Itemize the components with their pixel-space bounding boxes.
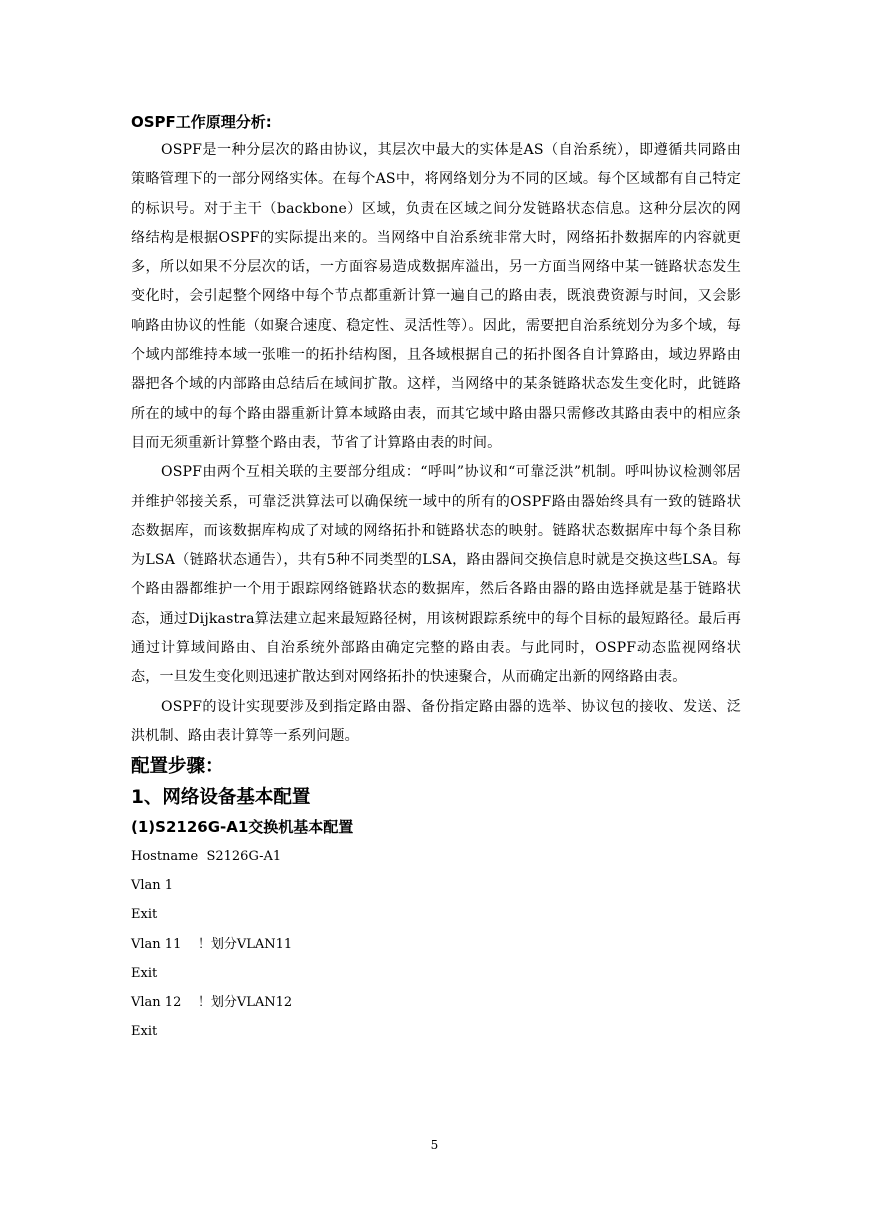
config-steps-heading: 配置步骤： xyxy=(131,756,224,778)
code-line: Exit xyxy=(131,965,158,981)
paragraph-2: OSPF由两个互相关联的主要部分组成：“呼叫”协议和“可靠泛洪”机制。呼叫协议检测邻居并维护邻接关系，可靠泛洪算法可以确保统一域中的所有的OSPF路由器始终具有一致的链路状态数据库，而该数据库构成了对域的网络拓扑和链路状态的映射。链路状态数据库中每个条目称为LSA（链路状态通告），共有5种不同类型的LSA，路由器间交换信息时就是交换这些LSA。每个路由器都维护一个用于跟踪网络链路状态的数据库，然后各路由器的路由选择就是基于链路状态，通过Dijkastra算法建立起来最短路径树，用该树跟踪系统中的每个目标的最短路径。最后再通过计算域间路由、自治系统外部路由确定完整的路由表。与此同时，OSPF动态监视网络状态，一旦发生变化则迅速扩散达到对网络拓扑的快速聚合，从而确定出新的网络路由表。 xyxy=(131,464,741,686)
page-number: 5 xyxy=(430,1138,439,1152)
code-line: Exit xyxy=(131,907,158,923)
code-line: Vlan 11 ！划分VLAN11 xyxy=(131,936,293,952)
switch-config-heading: (1)S2126G-A1交换机基本配置 xyxy=(131,818,354,837)
code-line: Vlan 12 ！划分VLAN12 xyxy=(131,994,293,1010)
paragraph-1: OSPF是一种分层次的路由协议，其层次中最大的实体是AS（自治系统），即遵循共同路由策略管理下的一部分网络实体。在每个AS中，将网络划分为不同的区域。每个区域都有自己特定的标识号。对于主干（backbone）区域，负责在区域之间分发链路状态信息。这种分层次的网络结构是根据OSPF的实际提出来的。当网络中自治系统非常大时，网络拓扑数据库的内容就更多，所以如果不分层次的话，一方面容易造成数据库溢出，另一方面当网络中某一链路状态发生变化时，会引起整个网络中每个节点都重新计算一遍自己的路由表，既浪费资源与时间，又会影响路由协议的性能（如聚合速度、稳定性、灵活性等）。因此，需要把自治系统划分为多个域，每个域内部维持本域一张唯一的拓扑结构图，且各域根据自己的拓扑图各自计算路由，域边界路由器把各个域的内部路由总结后在域间扩散。这样，当网络中的某条链路状态发生变化时，此链路所在的域中的每个路由器重新计算本域路由表，而其它域中路由器只需修改其路由表中的相应条目而无须重新计算整个路由表，节省了计算路由表的时间。 xyxy=(131,142,741,451)
document-page xyxy=(131,108,741,1046)
paragraph-3: OSPF的设计实现要涉及到指定路由器、备份指定路由器的选举、协议包的接收、发送、泛洪机制、路由表计算等一系列问题。 xyxy=(131,698,741,744)
code-line: Hostname S2126G-A1 xyxy=(131,849,282,865)
code-line: Exit xyxy=(131,1023,158,1039)
config-code-block xyxy=(131,842,741,1046)
basic-config-heading: 1、网络设备基本配置 xyxy=(131,787,311,809)
section-title: OSPF工作原理分析: xyxy=(131,113,272,131)
code-line: Vlan 1 xyxy=(131,878,174,894)
